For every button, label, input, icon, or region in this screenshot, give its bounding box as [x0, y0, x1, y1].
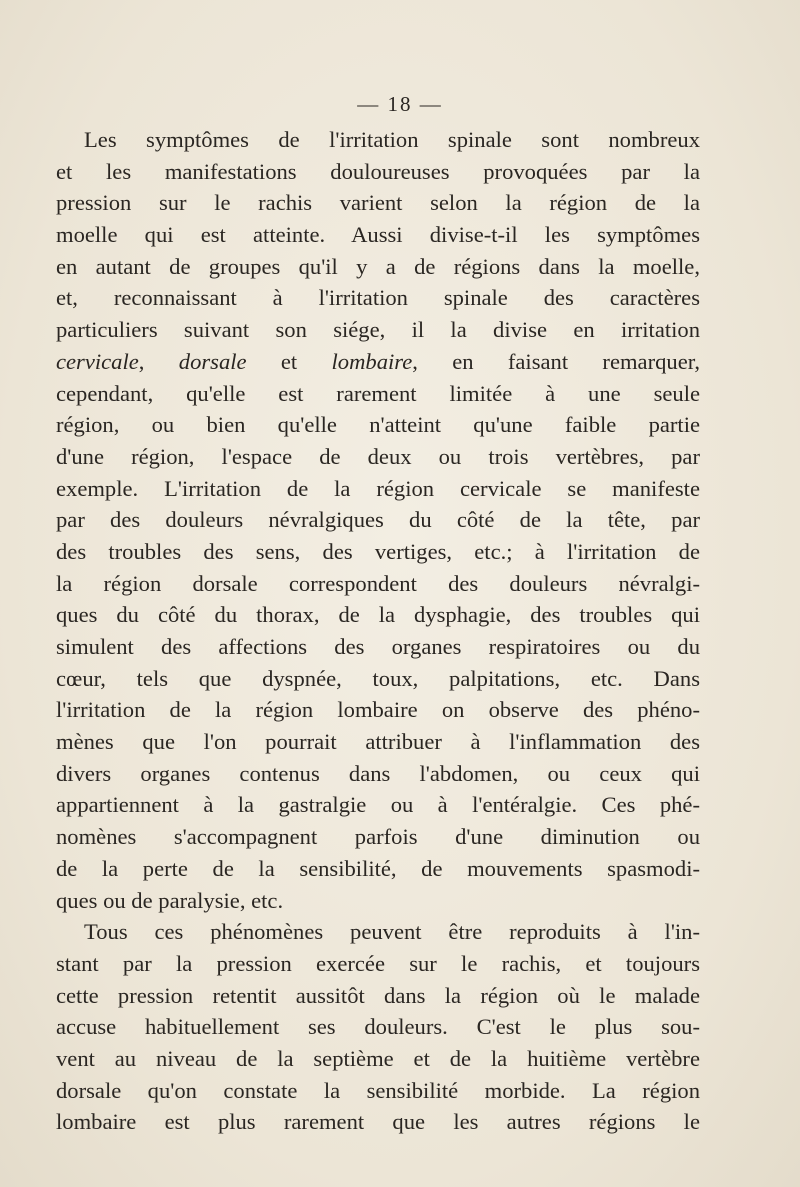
text-line: [56, 631, 700, 663]
text-segment: , en faisant remarquer,: [412, 348, 700, 374]
text-line: [56, 758, 700, 790]
text-line: [56, 409, 700, 441]
text-segment: et: [246, 348, 332, 374]
text-line: [56, 124, 700, 156]
text-segment: ques du côté du thorax, de la dysphagie, des troubles qui: [56, 602, 700, 628]
text-line: [56, 219, 700, 251]
body-text: [56, 124, 700, 1138]
text-segment: accuse habituellement ses douleurs. C'est le plus sou-: [56, 1014, 700, 1040]
text-line: [56, 1075, 700, 1107]
text-segment: d'une région, l'espace de deux ou trois vertèbres, par: [56, 443, 700, 469]
text-line: [56, 726, 700, 758]
text-line: [56, 694, 700, 726]
text-line: [56, 473, 700, 505]
text-line: [56, 599, 700, 631]
text-line: [56, 441, 700, 473]
text-segment: par des douleurs névralgiques du côté de la tête, par: [56, 507, 700, 533]
text-segment: la région dorsale correspondent des douleurs névralgi-: [56, 570, 700, 596]
text-line: [56, 1043, 700, 1075]
text-segment: région, ou bien qu'elle n'atteint qu'une faible partie: [56, 412, 700, 438]
text-segment: cœur, tels que dyspnée, toux, palpitations, etc. Dans: [56, 665, 700, 691]
text-segment: Tous ces phénomènes peuvent être reproduits à l'in-: [84, 919, 700, 945]
italic-term: dorsale: [178, 348, 247, 374]
text-segment: Les symptômes de l'irritation spinale sont nombreux: [84, 127, 700, 152]
text-segment: appartiennent à la gastralgie ou à l'entéralgie. Ces phé-: [56, 792, 700, 818]
text-line: [56, 853, 700, 885]
text-segment: mènes que l'on pourrait attribuer à l'inflammation des: [56, 729, 700, 755]
text-line: [56, 885, 700, 917]
text-line: [56, 1106, 700, 1138]
text-segment: exemple. L'irritation de la région cervicale se manifeste: [56, 475, 700, 501]
text-line: [56, 282, 700, 314]
text-segment: l'irritation de la région lombaire on observe des phéno-: [56, 697, 700, 723]
text-line: [56, 187, 700, 219]
italic-term: cervicale: [56, 348, 139, 374]
text-segment: vent au niveau de la septième et de la huitième vertèbre: [56, 1045, 700, 1071]
text-segment: des troubles des sens, des vertiges, etc.; à l'irritation de: [56, 538, 700, 564]
text-line: [56, 156, 700, 188]
italic-term: lombaire: [331, 348, 413, 374]
text-line: [56, 568, 700, 600]
text-segment: cette pression retentit aussitôt dans la région où le malade: [56, 982, 700, 1008]
text-segment: dorsale qu'on constate la sensibilité morbide. La région: [56, 1077, 700, 1103]
text-segment: et, reconnaissant à l'irritation spinale des caractères: [56, 285, 700, 311]
text-segment: lombaire est plus rarement que les autres régions le: [56, 1109, 700, 1135]
text-segment: simulent des affections des organes respiratoires ou du: [56, 634, 700, 659]
text-segment: particuliers suivant son siége, il la divise en irritation: [56, 317, 700, 343]
text-line: [56, 948, 700, 980]
text-line: [56, 251, 700, 283]
text-segment: cependant, qu'elle est rarement limitée à une seule: [56, 380, 700, 406]
text-segment: pression sur le rachis varient selon la région de la: [56, 190, 700, 216]
text-segment: de la perte de la sensibilité, de mouvements spasmodi-: [56, 855, 700, 881]
text-line: [56, 789, 700, 821]
text-segment: en autant de groupes qu'il y a de régions dans la moelle,: [56, 253, 700, 279]
text-line: [56, 314, 700, 346]
text-line: [56, 916, 700, 948]
page-number: — 18 —: [357, 92, 443, 116]
text-segment: moelle qui est atteinte. Aussi divise-t-il les symptômes: [56, 222, 700, 248]
text-segment: stant par la pression exercée sur le rachis, et toujours: [56, 950, 700, 976]
text-segment: divers organes contenus dans l'abdomen, ou ceux qui: [56, 760, 700, 786]
text-line: [56, 504, 700, 536]
text-segment: ,: [138, 348, 179, 374]
text-line: [56, 821, 700, 853]
text-line: [56, 346, 700, 378]
text-line: [56, 536, 700, 568]
text-segment: ques ou de paralysie, etc.: [56, 887, 284, 913]
text-segment: nomènes s'accompagnent parfois d'une diminution ou: [56, 824, 700, 850]
text-line: [56, 1011, 700, 1043]
text-segment: et les manifestations douloureuses provoquées par la: [56, 158, 700, 184]
text-line: [56, 378, 700, 410]
text-line: [56, 980, 700, 1012]
text-line: [56, 663, 700, 695]
